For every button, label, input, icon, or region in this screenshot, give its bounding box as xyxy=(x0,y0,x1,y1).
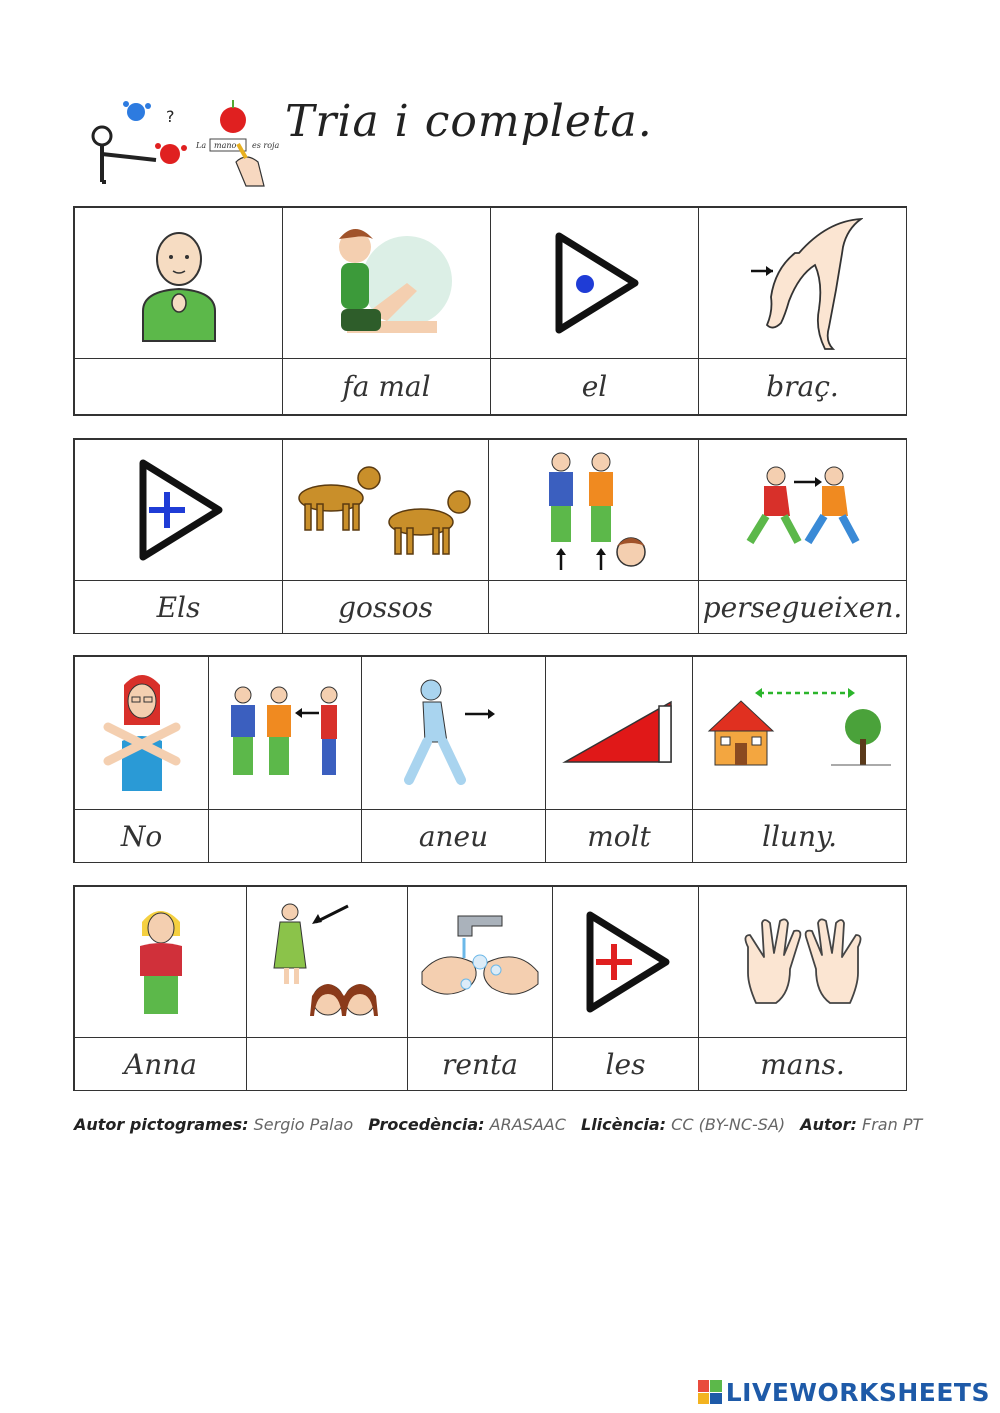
page-title: Tria i completa. xyxy=(285,96,653,147)
credits-creator-value: Fran PT xyxy=(862,1115,923,1134)
sentence-4 xyxy=(73,885,907,1091)
word-cell: aneu xyxy=(362,810,546,863)
picture-cell xyxy=(75,208,283,359)
credits-author-label: Autor pictogrames: xyxy=(74,1115,249,1134)
credits-source-value: ARASAAC xyxy=(489,1115,566,1134)
picture-cell xyxy=(75,440,283,581)
hands-washing-icon xyxy=(418,912,542,1012)
word-cell: les xyxy=(553,1038,699,1091)
walk-icon xyxy=(399,678,509,788)
triangle-plus-icon xyxy=(129,455,229,565)
chase-icon xyxy=(738,460,868,560)
picture-cell xyxy=(75,657,209,810)
picture-cell xyxy=(247,887,408,1038)
word-cell: mans. xyxy=(699,1038,907,1091)
word-cell: el xyxy=(491,358,699,414)
liveworksheets-brand[interactable] xyxy=(698,1376,990,1408)
picture-cell xyxy=(283,208,491,359)
answer-blank[interactable] xyxy=(209,810,362,863)
anna-girl-icon xyxy=(126,906,196,1018)
word-cell: lluny. xyxy=(693,810,907,863)
liveworksheets-logo-icon xyxy=(698,1380,722,1404)
picture-cell xyxy=(362,657,546,810)
picture-cell xyxy=(408,887,553,1038)
triangle-dot-icon xyxy=(545,228,645,338)
word-cell: renta xyxy=(408,1038,553,1091)
word-cell: No xyxy=(75,810,209,863)
you-plural-icon xyxy=(225,683,345,783)
credits-license-value: CC (BY-NC-SA) xyxy=(671,1115,786,1134)
header-sample-word-1: La xyxy=(196,141,207,150)
picture-cell xyxy=(699,887,907,1038)
brand-name: LIVEWORKSHEETS xyxy=(725,1377,990,1407)
credits-license-label: Llicència: xyxy=(581,1115,667,1134)
triangle-plus-red-icon xyxy=(576,907,676,1017)
answer-blank[interactable] xyxy=(489,581,699,634)
picture-cell xyxy=(209,657,362,810)
credits-line xyxy=(74,1115,932,1134)
picture-cell xyxy=(491,208,699,359)
credits-creator-label: Autor: xyxy=(800,1115,857,1134)
answer-blank[interactable] xyxy=(75,358,283,414)
picture-cell xyxy=(693,657,907,810)
word-cell: gossos xyxy=(283,581,489,634)
choose-and-complete-icon xyxy=(86,92,286,192)
word-cell: Anna xyxy=(75,1038,247,1091)
picture-cell xyxy=(699,208,907,359)
credits-source-label: Procedència: xyxy=(368,1115,485,1134)
arm-icon xyxy=(743,213,863,353)
picture-cell xyxy=(489,440,699,581)
answer-blank[interactable] xyxy=(247,1038,408,1091)
no-crossed-arms-icon xyxy=(102,671,182,795)
picture-cell xyxy=(546,657,693,810)
word-cell: molt xyxy=(546,810,693,863)
knee-pain-icon xyxy=(317,221,457,345)
sentence-3 xyxy=(73,655,907,863)
her-pointing-icon xyxy=(272,900,382,1024)
picture-cell xyxy=(699,440,907,581)
header-sample-word-2: mano xyxy=(214,141,237,150)
picture-cell xyxy=(553,887,699,1038)
very-slope-icon xyxy=(559,698,679,768)
hands-icon xyxy=(738,917,868,1007)
sentence-2 xyxy=(73,438,907,634)
far-house-tree-icon xyxy=(705,683,895,783)
word-cell: Els xyxy=(75,581,283,634)
word-cell: persegueixen. xyxy=(699,581,907,634)
word-cell: braç. xyxy=(699,358,907,414)
header-sample-word-3: es roja xyxy=(252,141,280,150)
dogs-icon xyxy=(291,460,481,560)
word-cell: fa mal xyxy=(283,358,491,414)
picture-cell xyxy=(75,887,247,1038)
me-pointing-icon xyxy=(129,223,229,343)
svg-text:?: ? xyxy=(166,107,175,126)
them-icon xyxy=(539,448,649,572)
credits-author-value: Sergio Palao xyxy=(253,1115,354,1134)
sentence-1 xyxy=(73,206,907,416)
picture-cell xyxy=(283,440,489,581)
